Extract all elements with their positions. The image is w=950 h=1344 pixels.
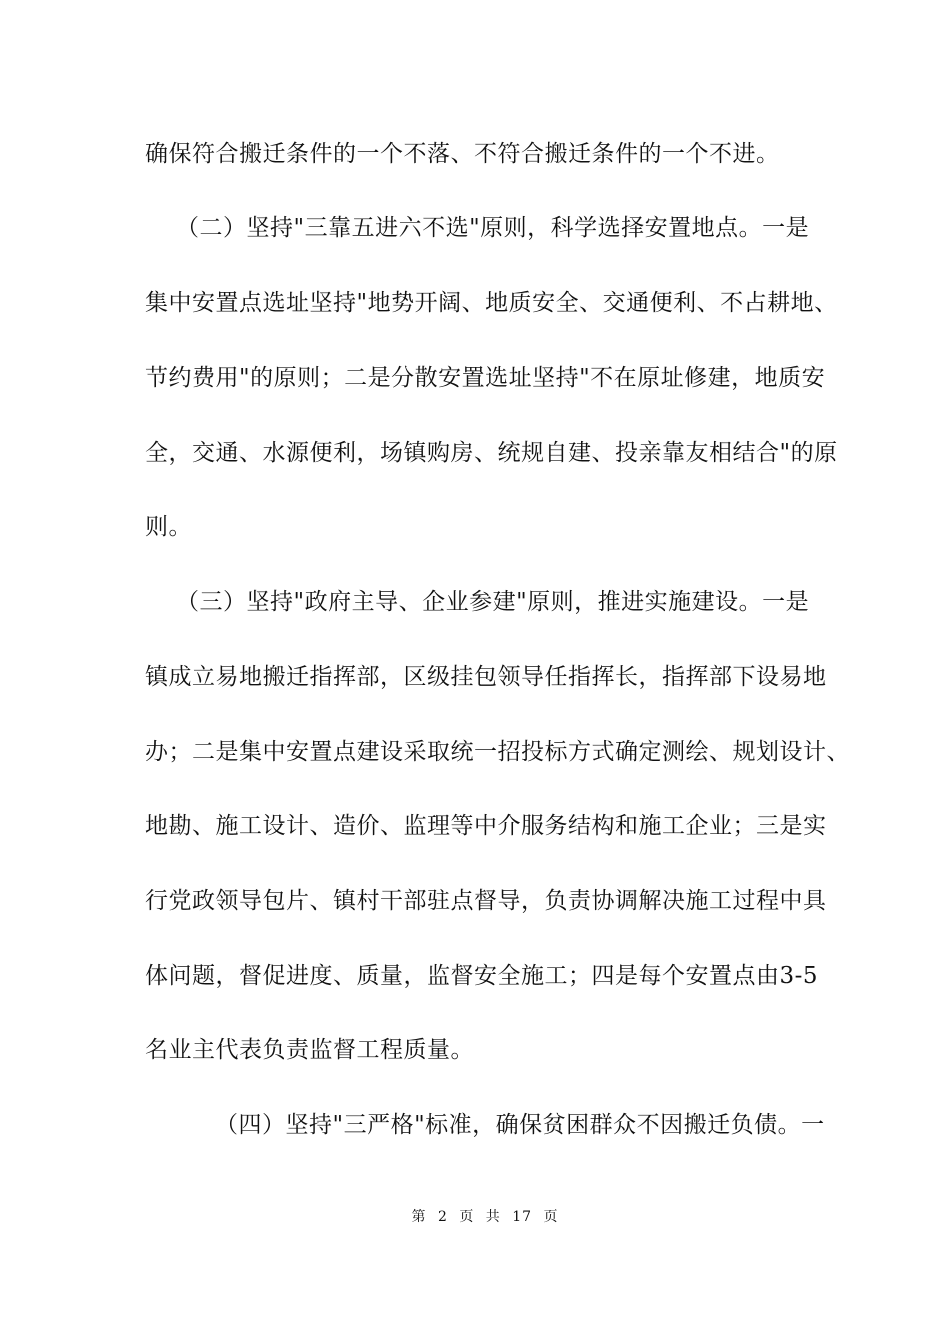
body-text-line: 地勘、施工设计、造价、监理等中介服务结构和施工企业；三是实	[145, 813, 827, 839]
body-text-line: 则。	[145, 514, 192, 540]
body-text-line: 体问题，督促进度、质量，监督安全施工；四是每个安置点由3-5	[145, 963, 819, 989]
current-page-number: 2	[437, 1209, 448, 1225]
body-text-line: 全，交通、水源便利，场镇购房、统规自建、投亲靠友相结合"的原	[145, 440, 838, 466]
footer-page-unit: 页	[459, 1209, 475, 1225]
page-footer	[0, 1207, 950, 1227]
footer-prefix: 第	[411, 1209, 427, 1225]
body-text-line: 办；二是集中安置点建设采取统一招投标方式确定测绘、规划设计、	[145, 739, 850, 765]
section-heading-3: （三）坚持"政府主导、企业参建"原则，推进实施建设。一是	[176, 589, 810, 615]
section-heading-4: （四）坚持"三严格"标准，确保贫困群众不因搬迁负债。一	[215, 1112, 825, 1138]
footer-suffix: 页	[543, 1209, 559, 1225]
body-text-line: 镇成立易地搬迁指挥部，区级挂包领导任指挥长，指挥部下设易地	[145, 664, 827, 690]
body-text-line: 行党政领导包片、镇村干部驻点督导，负责协调解决施工过程中具	[145, 888, 827, 914]
section-heading-2: （二）坚持"三靠五进六不选"原则，科学选择安置地点。一是	[176, 215, 810, 241]
body-text-line: 节约费用"的原则；二是分散安置选址坚持"不在原址修建，地质安	[145, 365, 826, 391]
footer-total-word: 共	[485, 1209, 501, 1225]
body-text-line: 名业主代表负责监督工程质量。	[145, 1037, 474, 1063]
total-page-count: 17	[512, 1209, 533, 1225]
body-text-line: 确保符合搬迁条件的一个不落、不符合搬迁条件的一个不进。	[145, 141, 780, 167]
body-text-line: 集中安置点选址坚持"地势开阔、地质安全、交通便利、不占耕地、	[145, 290, 838, 316]
